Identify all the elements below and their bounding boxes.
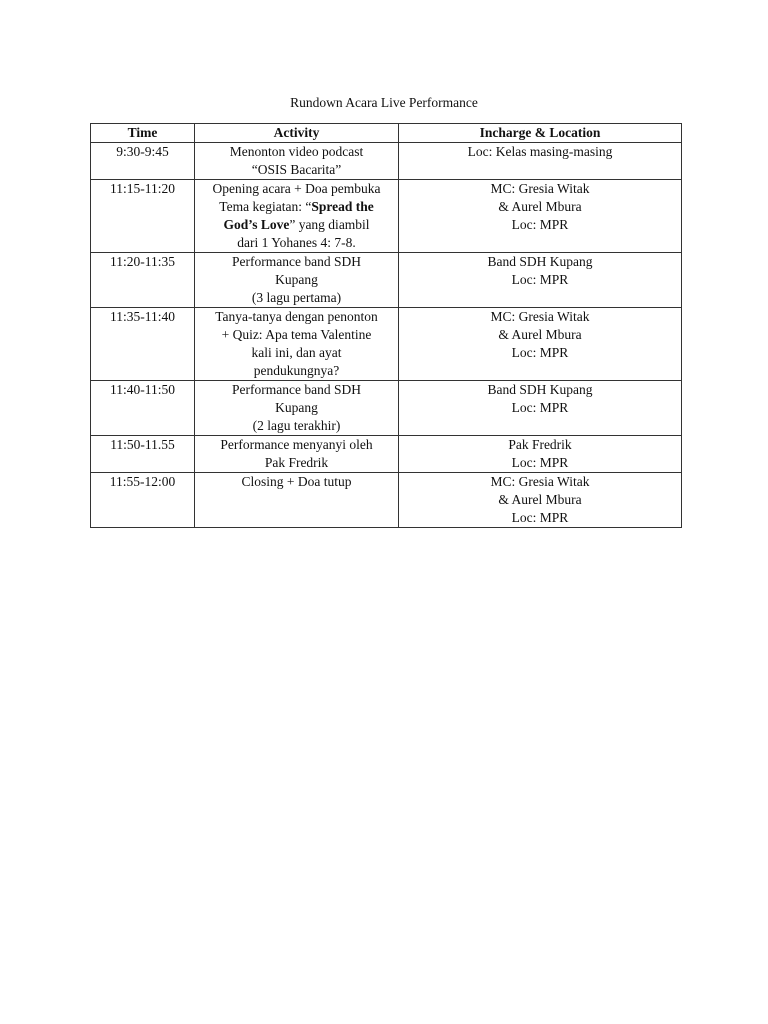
document-title: Rundown Acara Live Performance: [290, 95, 478, 110]
time-cell: 9:30-9:45: [91, 143, 195, 180]
location-line: & Aurel Mbura: [498, 199, 582, 214]
activity-cell: [195, 253, 399, 308]
location-line: Loc: MPR: [511, 400, 569, 415]
activity-line: Closing + Doa tutup: [241, 474, 352, 489]
activity-cell: [195, 381, 399, 436]
location-cell: [399, 308, 682, 381]
location-line: Loc: Kelas masing-masing: [467, 144, 613, 159]
activity-cell: [195, 436, 399, 473]
activity-line: Tanya-tanya dengan penonton: [215, 309, 378, 324]
activity-line: pendukungnya?: [253, 363, 340, 378]
header-activity: Activity: [195, 124, 399, 143]
location-line: MC: Gresia Witak: [490, 474, 590, 489]
table-header-row: [91, 124, 682, 143]
location-cell: [399, 381, 682, 436]
activity-cell: [195, 180, 399, 253]
time-cell: 11:55-12:00: [91, 473, 195, 528]
activity-line: Performance menyanyi oleh: [220, 437, 373, 452]
location-line: Band SDH Kupang: [487, 254, 593, 269]
time-cell: 11:35-11:40: [91, 308, 195, 381]
activity-line: “OSIS Bacarita”: [251, 162, 342, 177]
location-line: Loc: MPR: [511, 345, 569, 360]
activity-line: dari 1 Yohanes 4: 7-8.: [237, 235, 356, 250]
activity-cell: [195, 143, 399, 180]
header-time: Time: [91, 124, 195, 143]
table-row: [91, 180, 682, 253]
location-cell: [399, 253, 682, 308]
activity-line: Kupang: [275, 272, 318, 287]
table-row: [91, 436, 682, 473]
location-line: Band SDH Kupang: [487, 382, 593, 397]
activity-line: + Quiz: Apa tema Valentine: [221, 327, 372, 342]
location-line: & Aurel Mbura: [498, 492, 582, 507]
table-row: [91, 143, 682, 180]
location-cell: [399, 473, 682, 528]
table-row: [91, 253, 682, 308]
activity-text: Tema kegiatan: “: [219, 199, 312, 214]
location-cell: [399, 436, 682, 473]
table-row: [91, 308, 682, 381]
activity-line: (3 lagu pertama): [251, 290, 342, 305]
location-line: & Aurel Mbura: [498, 327, 582, 342]
location-line: MC: Gresia Witak: [490, 309, 590, 324]
activity-line: Performance band SDH: [232, 254, 361, 269]
activity-text: ” yang diambil: [289, 217, 370, 232]
location-cell: [399, 180, 682, 253]
location-line: Pak Fredrik: [508, 437, 572, 452]
location-line: Loc: MPR: [511, 510, 569, 525]
activity-line: kali ini, dan ayat: [251, 345, 342, 360]
activity-cell: [195, 308, 399, 381]
activity-line: (2 lagu terakhir): [252, 418, 341, 433]
location-line: Loc: MPR: [511, 217, 569, 232]
activity-line: Menonton video podcast: [229, 144, 364, 159]
time-cell: 11:15-11:20: [91, 180, 195, 253]
location-line: Loc: MPR: [511, 272, 569, 287]
activity-theme-bold: God’s Love: [223, 217, 290, 232]
activity-theme-bold: Spread the: [311, 199, 374, 214]
activity-line: Opening acara + Doa pembuka: [212, 181, 381, 196]
time-cell: 11:20-11:35: [91, 253, 195, 308]
activity-line: Performance band SDH: [232, 382, 361, 397]
activity-cell: [195, 473, 399, 528]
activity-line: Kupang: [275, 400, 318, 415]
rundown-table: [90, 123, 682, 528]
header-incharge-location: Incharge & Location: [399, 124, 682, 143]
time-cell: 11:40-11:50: [91, 381, 195, 436]
location-line: Loc: MPR: [511, 455, 569, 470]
time-cell: 11:50-11.55: [91, 436, 195, 473]
activity-line: Pak Fredrik: [264, 455, 329, 470]
location-cell: [399, 143, 682, 180]
table-row: [91, 473, 682, 528]
activity-line: [199, 198, 394, 216]
location-line: MC: Gresia Witak: [490, 181, 590, 196]
table-row: [91, 381, 682, 436]
activity-line: [199, 216, 394, 234]
